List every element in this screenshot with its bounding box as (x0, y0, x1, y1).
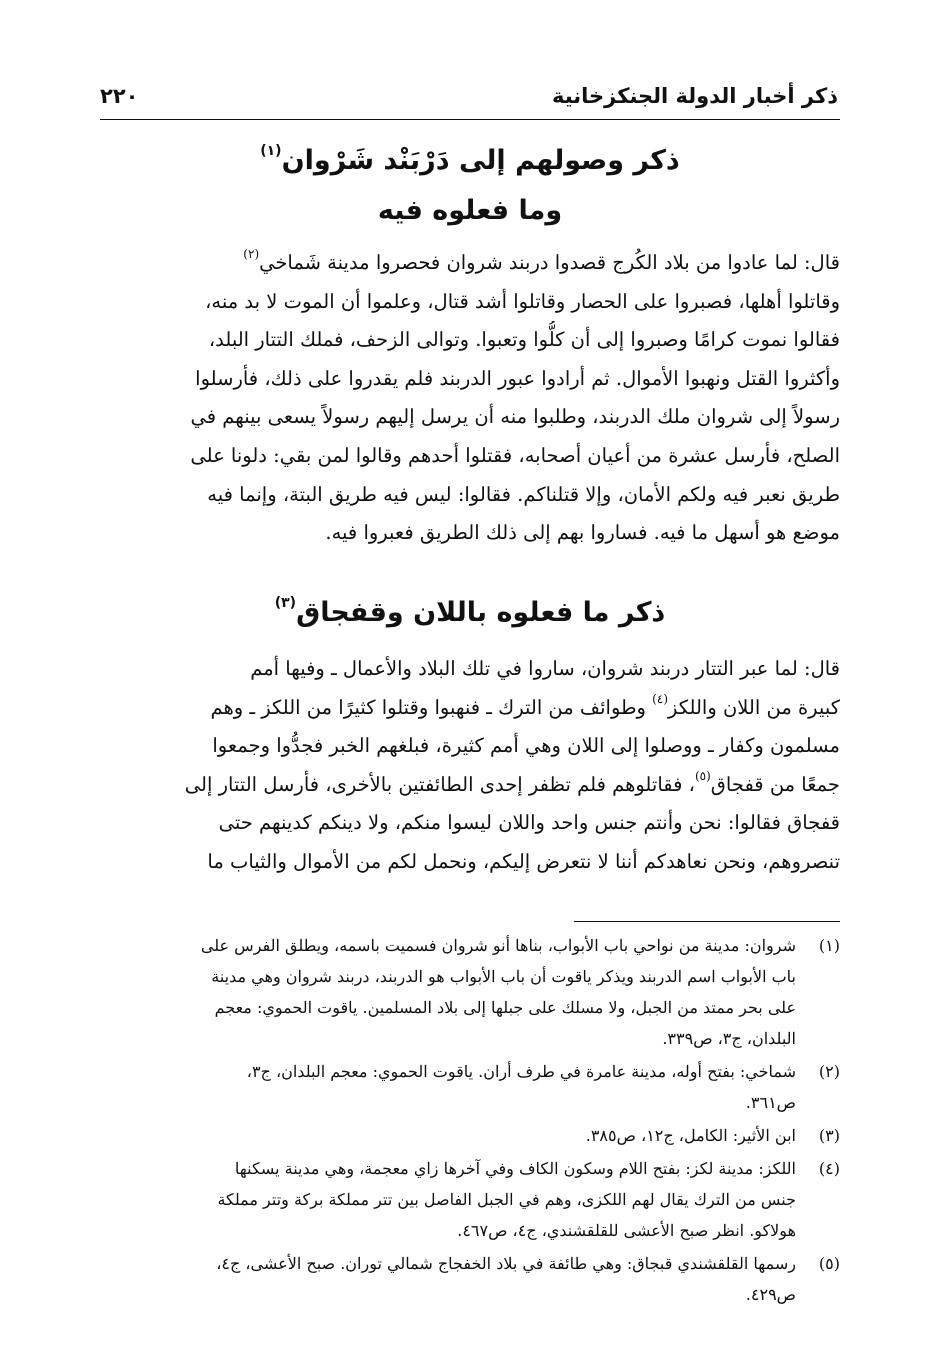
footnote-number: (١) (818, 936, 840, 955)
paragraph-line: طريق نعبر فيه ولكم الأمان، وإلا قتلناكم. فقالوا: ليس فيه طريق البتة، وإنما فيه (207, 482, 840, 506)
footnote-rule (574, 921, 840, 922)
footnote-line: ص٣٦١. (745, 1093, 796, 1112)
footnote-4 (100, 1153, 840, 1246)
heading-text: ذكر ما فعلوه باللان وقفجاق (296, 597, 666, 628)
footnote-ref: (٥) (694, 768, 711, 783)
paragraph-darband (100, 244, 840, 553)
paragraph-line: الصلح، فأرسل عشرة من أعيان أصحابه، فقتلوا أحدهم وقالوا لمن بقي: دلونا على (190, 443, 840, 467)
footnote-ref: (١) (260, 143, 282, 159)
running-header (100, 80, 838, 116)
running-title: ذكر أخبار الدولة الجنكزخانية (551, 84, 838, 108)
footnote-line: جنس من الترك يقال لهم اللكزى، وهم في الجبل الفاصل بين تتر مملكة بركة وتتر مملكة (217, 1190, 796, 1209)
footnote-ref: (٤) (652, 691, 668, 706)
footnote-ref: (٣) (274, 595, 297, 611)
footnote-2 (100, 1056, 840, 1118)
paragraph-line: فقالوا نموت كرامًا وصبروا إلى أن كلُّوا وتعبوا. وتوالى الزحف، فملك التتار البلد، (208, 328, 840, 352)
footnote-line: البلدان، ج٣، ص٣٣٩. (662, 1029, 796, 1048)
paragraph-line: قفجاق فقالوا: نحن وأنتم جنس واحد واللان ليسوا منكم، ولا دينكم كدينهم حتى (218, 811, 840, 835)
footnote-line: رسمها القلقشندي قبجاق: وهي طائفة في بلاد الخفجاج شمالي توران. صبح الأعشى، ج٤، (216, 1254, 796, 1273)
paragraph-line: قال: لما عبر التتار دربند شروان، ساروا في تلك البلاد والأعمال ـ وفيها أمم (250, 657, 840, 680)
section-heading-darband (100, 136, 840, 186)
heading-text: ذكر وصولهم إلى دَرْبَنْد شَرْوان (281, 145, 680, 176)
header-rule (100, 119, 840, 120)
footnote-number: (٢) (818, 1062, 840, 1081)
section-heading-darband-line2: وما فعلوه فيه (377, 195, 563, 226)
paragraph-line: مسلمون وكفار ـ ووصلوا إلى اللان وهي أمم كثيرة، فبلغهم الخبر فجدُّوا وجمعوا (212, 734, 840, 758)
footnote-ref: (٢) (243, 247, 260, 261)
footnote-5 (100, 1248, 840, 1310)
footnote-line: باب الأبواب اسم الدربند ويذكر ياقوت أن باب الأبواب هو الدربند، دربند شروان وهي مدينة (211, 967, 796, 986)
footnote-line: ابن الأثير: الكامل، ج١٢، ص٣٨٥. (585, 1126, 796, 1145)
footnote-line: ص٤٢٩. (745, 1285, 796, 1304)
paragraph-line: موضع هو أسهل ما فيه. فساروا بهم إلى ذلك الطريق فعبروا فيه. (325, 521, 840, 545)
section-heading-alans-qifjaq (100, 588, 840, 638)
paragraph-line: وقاتلوا أهلها، فصبروا على الحصار وقاتلوا أشد قتال، وعلموا أن الموت لا بد منه، (205, 289, 840, 313)
footnote-1 (100, 930, 840, 1054)
footnotes (100, 930, 840, 1312)
paragraph-line: وأكثروا القتل ونهبوا الأموال. ثم أرادوا عبور الدربند فلم يقدروا على ذلك، فأرسلوا (195, 366, 840, 390)
paragraph-line: تنصروهم، ونحن نعاهدكم أننا لا نتعرض إليكم، ونحمل لكم من الأموال والثياب ما (207, 849, 840, 873)
footnote-line: هولاكو. انظر صبح الأعشى للقلقشندي، ج٤، ص٤٦٧. (457, 1221, 796, 1240)
footnote-line: اللكز: مدينة لكز: بفتح اللام وسكون الكاف وفي آخرها زاي معجمة، وهي مدينة يسكنها (234, 1159, 796, 1178)
footnote-line: شماخي: بفتح أوله، مدينة عامرة في طرف أران. ياقوت الحموي: معجم البلدان، ج٣، (246, 1062, 796, 1081)
paragraph-line: رسولاً إلى شروان ملك الدربند، وطلبوا منه أن يرسل إليهم رسولاً يسعى بينهم في (190, 405, 840, 429)
paragraph-line: كبيرة من اللان واللكز$^{(٤)}$ وطوائف من الترك ـ فنهبوا وقتلوا كثيرًا من اللكز ـ وهم (210, 691, 840, 719)
paragraph-line: قال: لما عادوا من بلاد الكُرج قصدوا دربند شروان فحصروا مدينة شَماخي$^{(٢)}$ (243, 247, 840, 274)
paragraph-line: جمعًا من قفجاق$^{(٥)}$، فقاتلوهم فلم تظفر إحدى الطائفتين بالأخرى، فأرسل التتار إلى (184, 768, 840, 796)
footnote-number: (٣) (818, 1126, 840, 1145)
footnote-number: (٥) (818, 1254, 840, 1273)
footnote-line: على بحر ممتد من الجبل، ولا مسلك على جبلها إلى بلاد المسلمين. ياقوت الحموي: معجم (214, 998, 796, 1017)
page-number: ٢٢٠ (100, 84, 139, 108)
paragraph-alans-qifjaq (100, 650, 840, 882)
footnote-3 (100, 1120, 840, 1151)
footnote-number: (٤) (818, 1159, 840, 1178)
footnote-line: شروان: مدينة من نواحي باب الأبواب، بناها أنو شروان فسميت باسمه، ويطلق الفرس على (200, 936, 796, 955)
